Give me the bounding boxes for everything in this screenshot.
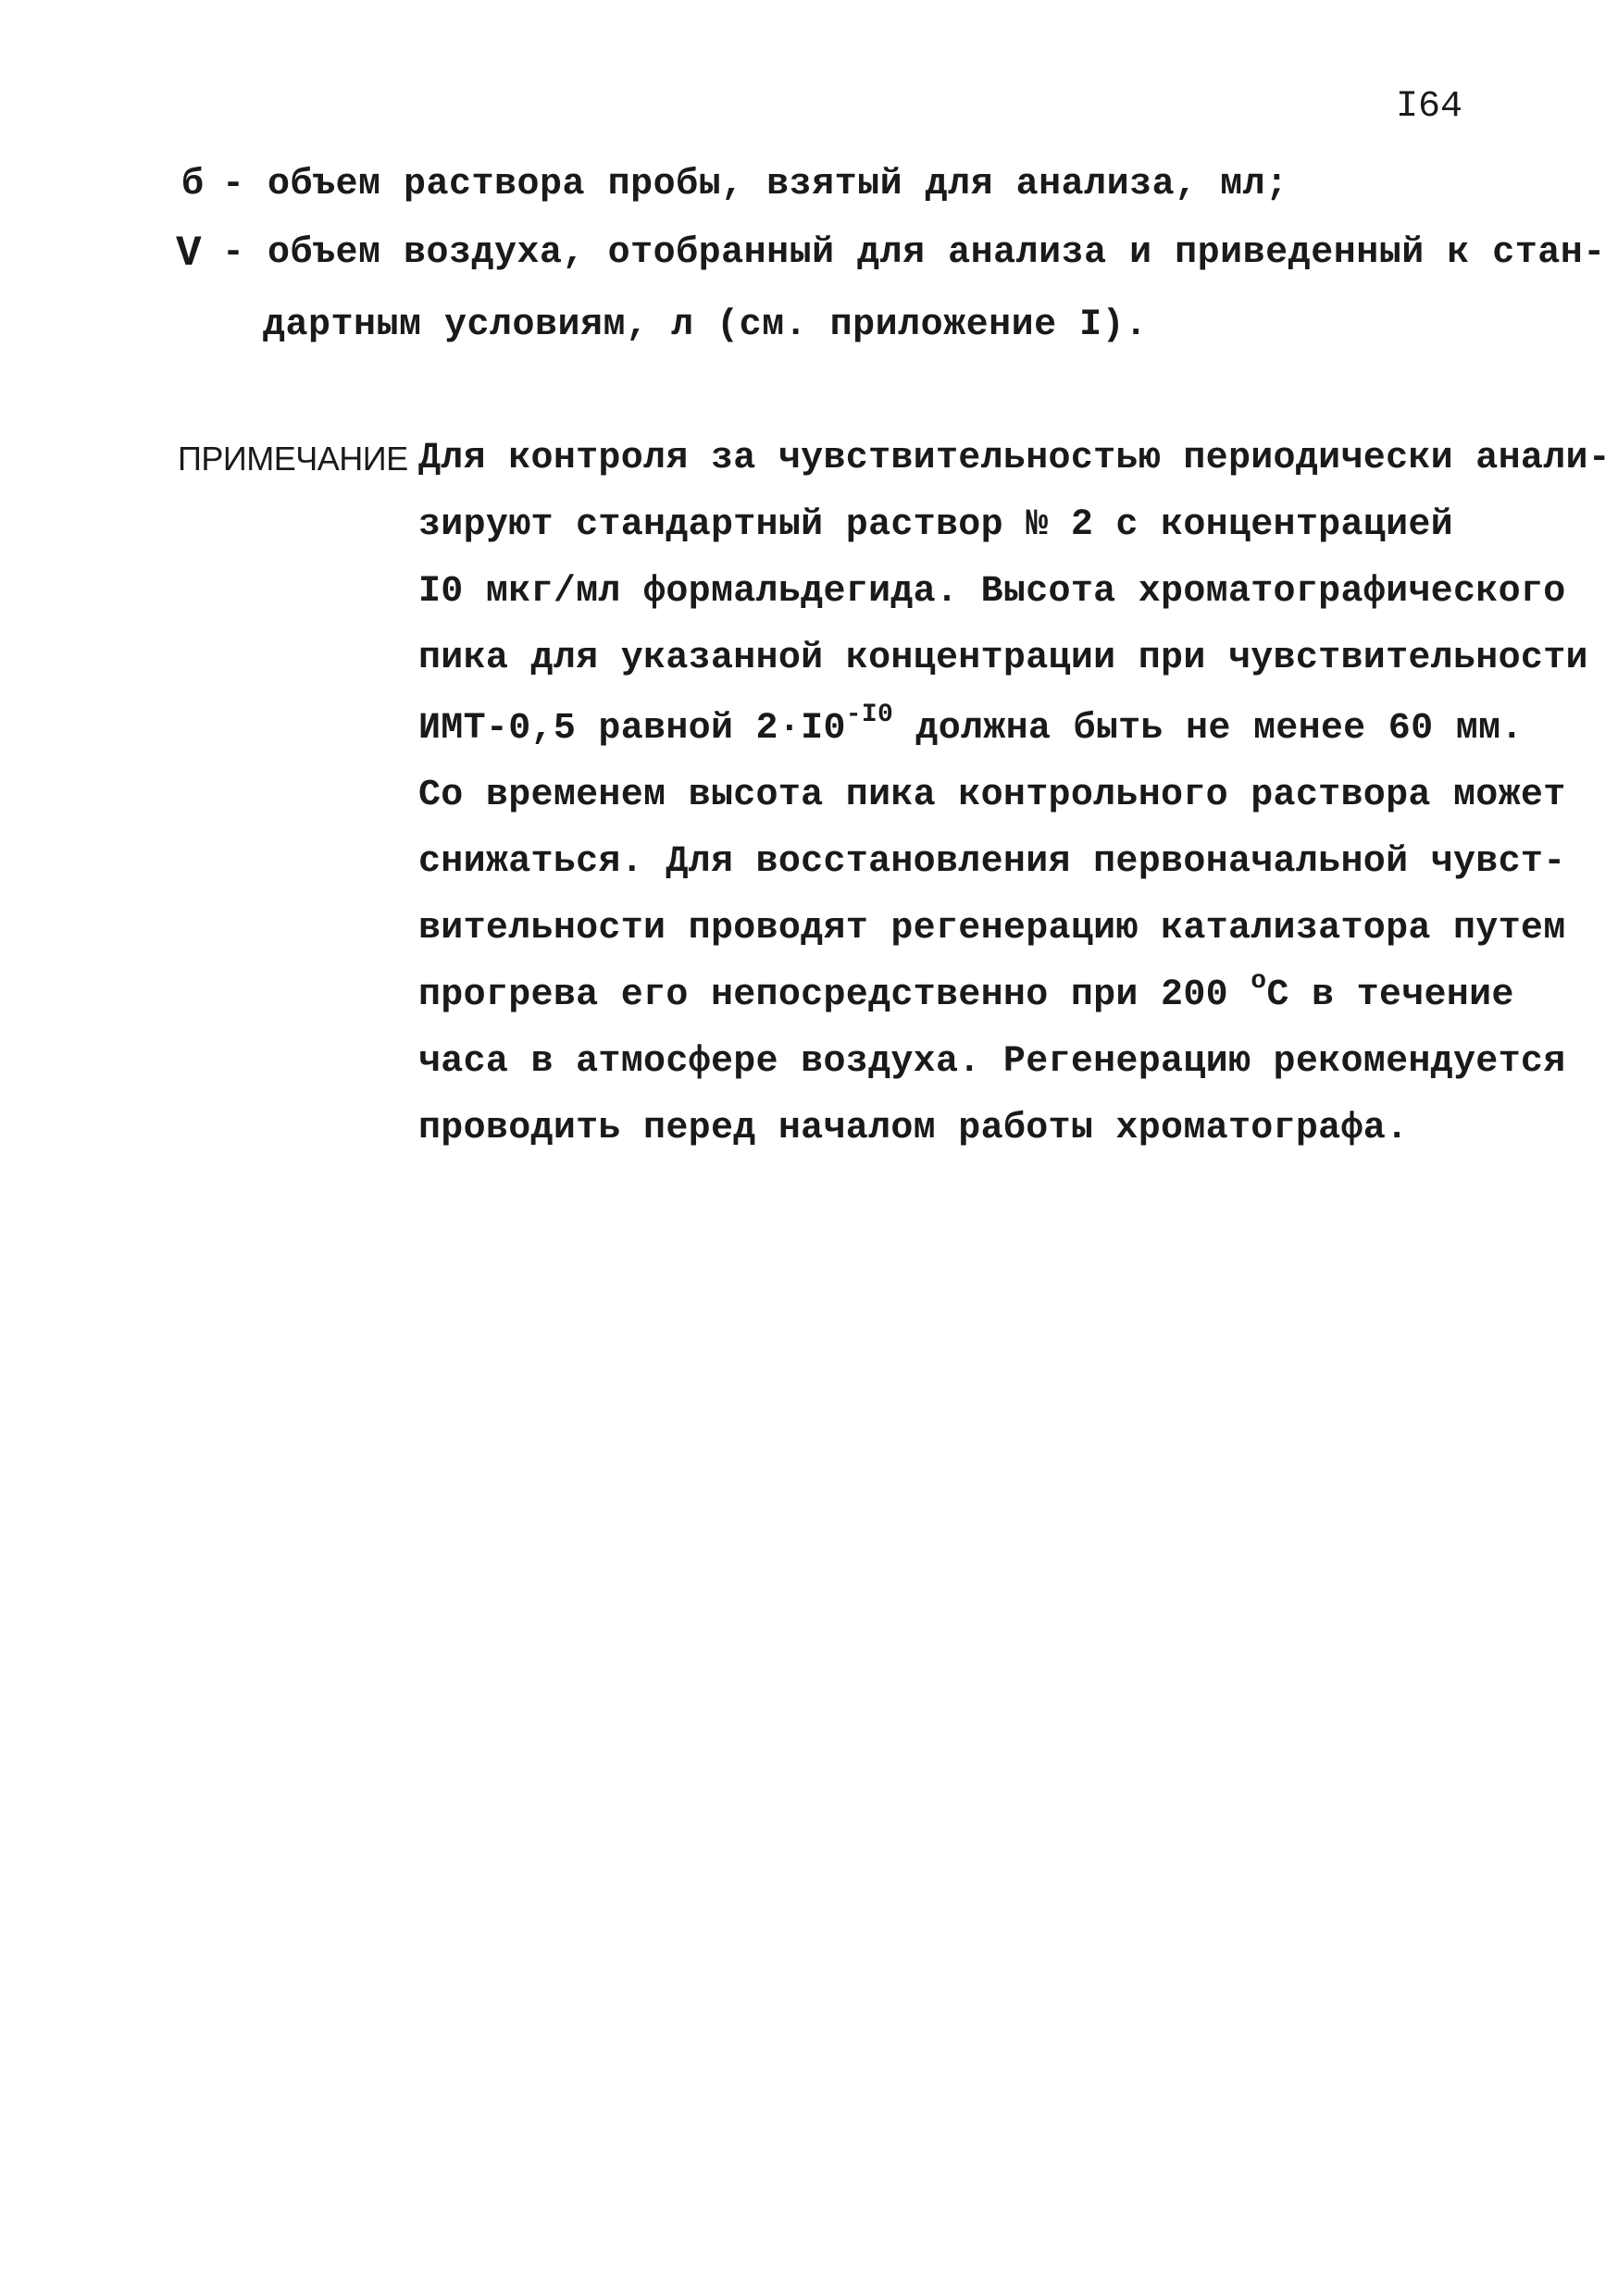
- note-line: Со временем высота пика контрольного раствора может: [418, 775, 1566, 816]
- page-number: I64: [1396, 86, 1463, 128]
- definition-line: - объем воздуха, отобранный для анализа и приведенный к стан-: [222, 232, 1606, 274]
- note-text: ИМТ-0,5 равной 2·I0: [418, 708, 846, 750]
- note-line: проводить перед началом работы хроматографа.: [418, 1108, 1409, 1149]
- definition-line: - объем раствора пробы, взятый для анализа, мл;: [222, 164, 1288, 205]
- note-line: снижаться. Для восстановления первоначальной чувст-: [418, 841, 1566, 883]
- note-line: I0 мкг/мл формальдегида. Высота хроматографического: [418, 571, 1566, 613]
- definition-symbol-b: б: [181, 164, 205, 205]
- definition-line: дартным условиям, л (см. приложение I).: [263, 304, 1148, 346]
- definition-symbol-v: V: [176, 230, 202, 278]
- note-text: прогрева его непосредственно при 200: [418, 974, 1251, 1016]
- note-line: [418, 701, 1524, 751]
- note-line: [418, 967, 1514, 1018]
- degree-symbol: о: [1251, 967, 1267, 996]
- note-line: вительности проводят регенерацию катализатора путем: [418, 908, 1566, 949]
- note-text: С в течение: [1266, 974, 1514, 1016]
- note-line: Для контроля за чувствительностью периодически анали-: [418, 438, 1612, 479]
- exponent: -I0: [845, 701, 894, 729]
- note-text: должна быть не менее 60 мм.: [893, 708, 1524, 750]
- note-line: часа в атмосфере воздуха. Регенерацию рекомендуется: [418, 1041, 1566, 1083]
- note-line: зируют стандартный раствор № 2 с концентрацией: [418, 504, 1453, 546]
- note-line: пика для указанной концентрации при чувствительности: [418, 638, 1588, 679]
- note-label: ПРИМЕЧАНИЕ: [178, 440, 408, 478]
